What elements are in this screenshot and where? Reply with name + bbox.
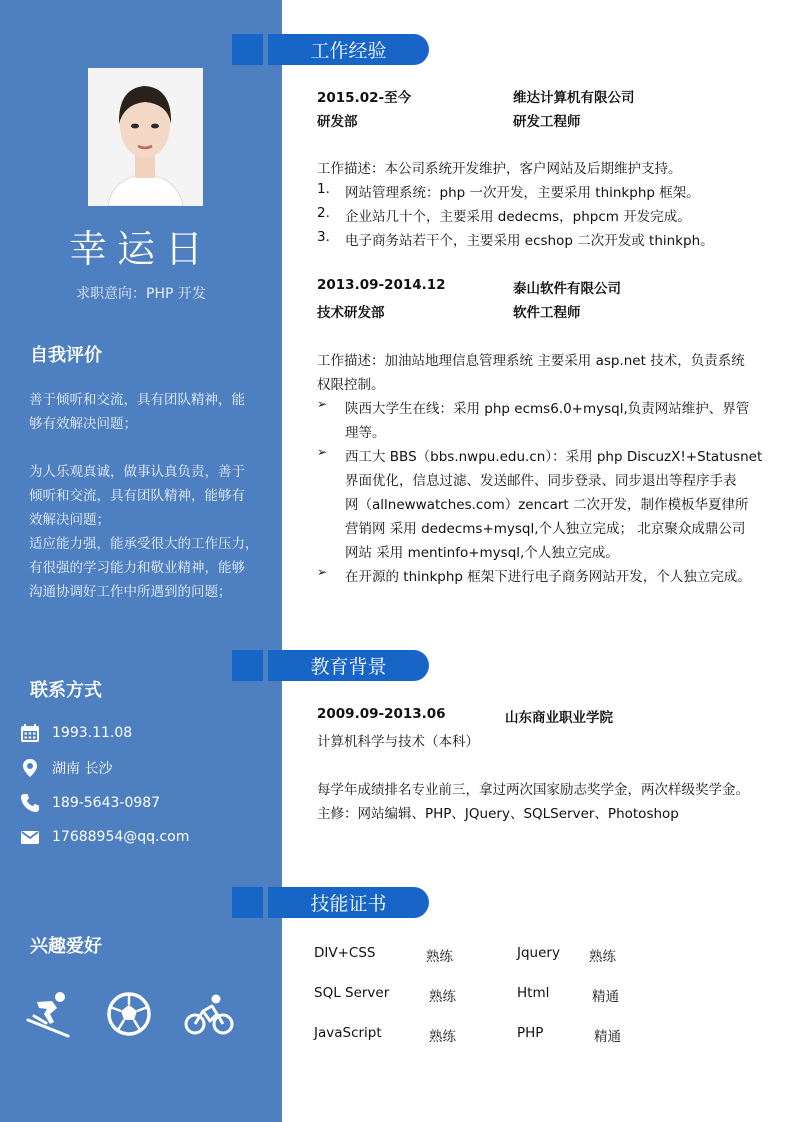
job-item-text: 网（allnewwatches.com）zencart 二次开发，制作模板华夏律所 [345,497,749,513]
job-desc: 工作描述：本公司系统开发维护，客户网站及后期维护支持。 [317,161,682,177]
education-section-title: 教育背景 [268,650,429,681]
self-eval-line: 倾听和交流，具有团队精神，能够有 [29,488,245,504]
soccer-ball-icon [106,991,152,1037]
job-role: 研发工程师 [513,114,581,130]
self-eval-line: 有很强的学习能力和敬业精神，能够 [29,560,245,576]
contact-birthday [20,721,132,745]
job-item-marker: 3. [317,229,330,245]
self-eval-line: 适应能力强，能承受很大的工作压力， [29,536,259,552]
self-eval-line: 够有效解决问题； [29,416,137,432]
job-desc: 权限控制。 [317,377,385,393]
cycling-icon [184,994,234,1036]
job-intent: 求职意向：PHP 开发 [76,286,206,302]
job-item-text: 网站管理系统：php 一次开发，主要采用 thinkphp 框架。 [345,185,700,201]
profile-photo [88,68,203,206]
section-marker [232,887,263,918]
skill-level: 熟练 [426,949,453,965]
job-item-text: 电子商务站若干个，主要采用 ecshop 二次开发或 thinkph。 [345,233,714,249]
self-eval-line: 沟通协调好工作中所遇到的问题； [29,584,232,600]
job-item-text: 营销网 采用 dedecms+mysql,个人独立完成； 北京聚众成鼎公司 [345,521,746,537]
edu-school: 山东商业职业学院 [505,710,613,726]
job-item-text: 企业站几十个，主要采用 dedecms，phpcm 开发完成。 [345,209,691,225]
edu-major: 计算机科学与技术（本科） [317,734,479,750]
job-item-text: 界面优化，信息过滤、发送邮件、同步登录、同步退出等程序手表 [345,473,737,489]
contact-phone [20,791,160,815]
self-eval-line: 为人乐观真诚，做事认真负责，善于 [29,464,245,480]
phone-icon [20,793,40,813]
edu-courses: 主修：网站编辑、PHP、JQuery、SQLServer、Photoshop [317,806,679,822]
job-dept: 技术研发部 [317,305,385,321]
bullet-arrow-icon: ➢ [317,397,328,411]
calendar-icon [20,723,40,743]
location-text: 湖南 长沙 [52,761,113,777]
job-item-text: 西工大 BBS（bbs.nwpu.edu.cn）：采用 php DiscuzX!+Statusnet [345,449,763,465]
job-item-text: 陕西大学生在线：采用 php ecms6.0+mysql,负责网站维护、界管 [345,401,750,417]
birthday-text: 1993.11.08 [52,725,133,741]
skill-name: SQL Server [314,985,390,1001]
email-text: 17688954@qq.com [52,829,190,845]
job-period: 2015.02-至今 [317,90,412,106]
job-item-marker: 2. [317,205,330,221]
skill-level: 熟练 [589,949,616,965]
edu-period: 2009.09-2013.06 [317,706,446,722]
contact-location [20,756,112,780]
mail-icon [20,827,40,847]
skill-name: JavaScript [314,1025,382,1041]
skiing-icon [24,990,72,1038]
skill-name: Jquery [517,945,560,961]
job-item-text: 网站 采用 mentinfo+mysql,个人独立完成。 [345,545,619,561]
self-eval-line: 善于倾听和交流，具有团队精神，能 [29,392,245,408]
self-eval-text [29,388,269,604]
location-pin-icon [20,758,40,778]
section-marker [232,650,263,681]
skill-level: 精通 [592,989,619,1005]
skill-level: 熟练 [429,1029,456,1045]
job-period: 2013.09-2014.12 [317,277,446,293]
self-eval-line: 效解决问题； [29,512,110,528]
job-role: 软件工程师 [513,305,581,321]
job-company: 泰山软件有限公司 [513,281,621,297]
section-marker [232,34,263,65]
skill-name: PHP [517,1025,544,1041]
bullet-arrow-icon: ➢ [317,565,328,579]
phone-text: 189-5643-0987 [52,795,161,811]
skill-level: 精通 [594,1029,621,1045]
skill-name: DIV+CSS [314,945,376,961]
job-company: 维达计算机有限公司 [513,90,635,106]
skill-name: Html [517,985,550,1001]
bullet-arrow-icon: ➢ [317,445,328,459]
job-item-text: 在开源的 thinkphp 框架下进行电子商务网站开发，个人独立完成。 [345,569,751,585]
hobbies-heading: 兴趣爱好 [30,936,102,957]
self-eval-heading: 自我评价 [30,345,102,366]
work-section-title: 工作经验 [268,34,429,65]
job-dept: 研发部 [317,114,358,130]
edu-honors: 每学年成绩排名专业前三，拿过两次国家励志奖学金，两次样级奖学金。 [317,782,749,798]
contact-heading: 联系方式 [30,680,102,701]
candidate-name: 幸运日 [68,227,213,271]
job-item-marker: 1. [317,181,330,197]
job-item-text: 理等。 [345,425,386,441]
skills-section-title: 技能证书 [268,887,429,918]
skill-level: 熟练 [429,989,456,1005]
contact-email [20,825,189,849]
job-desc: 工作描述：加油站地理信息管理系统 主要采用 asp.net 技术，负责系统 [317,353,745,369]
